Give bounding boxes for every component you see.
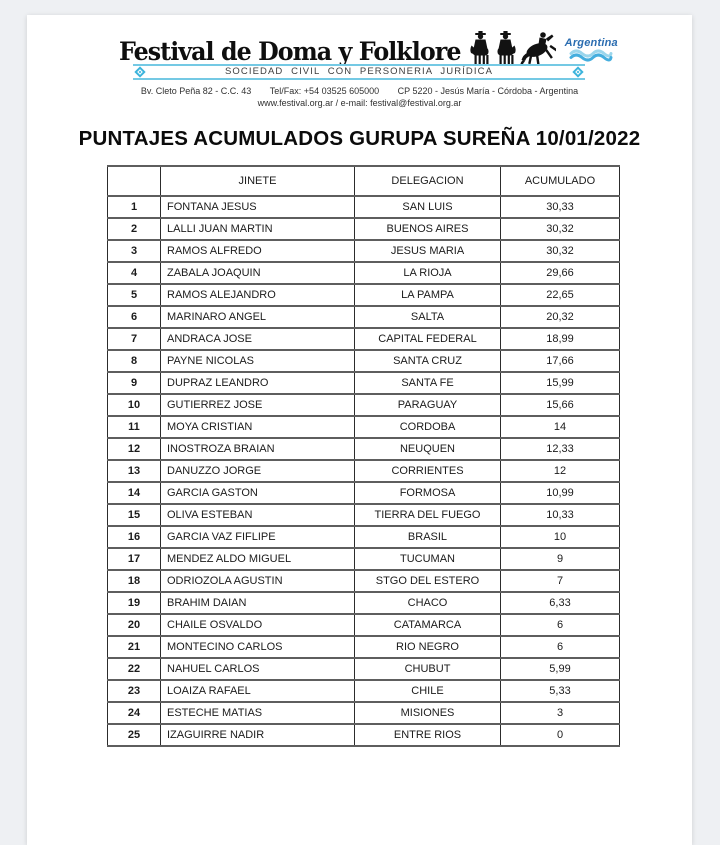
table-row — [108, 482, 620, 504]
table-row — [108, 724, 620, 746]
rider-cell: MENDEZ ALDO MIGUEL — [161, 548, 355, 570]
delegation-cell: PARAGUAY — [355, 394, 501, 416]
guard-diamonds-left-icon — [136, 68, 154, 76]
score-cell: 10,33 — [501, 504, 620, 526]
score-cell: 5,99 — [501, 658, 620, 680]
column-header-acumulado: ACUMULADO — [501, 166, 620, 196]
table-row — [108, 394, 620, 416]
delegation-cell: CATAMARCA — [355, 614, 501, 636]
rank-cell: 15 — [108, 504, 161, 526]
rider-cell: GARCIA GASTON — [161, 482, 355, 504]
rider-cell: DUPRAZ LEANDRO — [161, 372, 355, 394]
rider-cell: FONTANA JESUS — [161, 196, 355, 218]
rider-cell: CHAILE OSVALDO — [161, 614, 355, 636]
society-line: SOCIEDAD CIVIL CON PERSONERIA JURÍDICA — [224, 66, 494, 77]
rider-cell: INOSTROZA BRAIAN — [161, 438, 355, 460]
city-address: CP 5220 - Jesús María - Córdoba - Argentina — [397, 86, 579, 96]
society-band — [133, 64, 585, 80]
delegation-cell: SALTA — [355, 306, 501, 328]
rank-cell: 5 — [108, 284, 161, 306]
rank-cell: 12 — [108, 438, 161, 460]
table-row — [108, 372, 620, 394]
rider-cell: GUTIERREZ JOSE — [161, 394, 355, 416]
table-row — [108, 614, 620, 636]
table-row — [108, 658, 620, 680]
table-row — [108, 262, 620, 284]
delegation-cell: SAN LUIS — [355, 196, 501, 218]
score-cell: 6,33 — [501, 592, 620, 614]
rank-cell: 17 — [108, 548, 161, 570]
rider-cell: RAMOS ALFREDO — [161, 240, 355, 262]
score-cell: 12,33 — [501, 438, 620, 460]
score-cell: 15,66 — [501, 394, 620, 416]
delegation-cell: FORMOSA — [355, 482, 501, 504]
guard-diamonds-right-icon — [564, 68, 582, 76]
delegation-cell: CHACO — [355, 592, 501, 614]
delegation-cell: CAPITAL FEDERAL — [355, 328, 501, 350]
table-row — [108, 460, 620, 482]
delegation-cell: NEUQUEN — [355, 438, 501, 460]
delegation-cell: JESUS MARIA — [355, 240, 501, 262]
delegation-cell: ENTRE RIOS — [355, 724, 501, 746]
table-row — [108, 438, 620, 460]
delegation-cell: CORRIENTES — [355, 460, 501, 482]
rank-cell: 2 — [108, 218, 161, 240]
delegation-cell: STGO DEL ESTERO — [355, 570, 501, 592]
rider-cell: MONTECINO CARLOS — [161, 636, 355, 658]
score-cell: 30,33 — [501, 196, 620, 218]
rider-cell: ANDRACA JOSE — [161, 328, 355, 350]
rank-cell: 8 — [108, 350, 161, 372]
argentina-brand-logo — [565, 38, 618, 66]
delegation-cell: CHILE — [355, 680, 501, 702]
rider-cell: NAHUEL CARLOS — [161, 658, 355, 680]
rider-cell: MOYA CRISTIAN — [161, 416, 355, 438]
table-row — [108, 350, 620, 372]
table-row — [108, 504, 620, 526]
score-cell: 6 — [501, 636, 620, 658]
mounted-gauchos-icon — [470, 31, 516, 66]
score-cell: 3 — [501, 702, 620, 724]
rider-cell: LALLI JUAN MARTIN — [161, 218, 355, 240]
table-row — [108, 306, 620, 328]
rider-cell: ZABALA JOAQUIN — [161, 262, 355, 284]
delegation-cell: TIERRA DEL FUEGO — [355, 504, 501, 526]
table-row — [108, 416, 620, 438]
street-address: Bv. Cleto Peña 82 - C.C. 43 — [140, 86, 252, 96]
rider-cell: PAYNE NICOLAS — [161, 350, 355, 372]
telfax: Tel/Fax: +54 03525 605000 — [269, 86, 380, 96]
column-header-jinete: JINETE — [161, 166, 355, 196]
table-row — [108, 680, 620, 702]
rider-cell: BRAHIM DAIAN — [161, 592, 355, 614]
argentina-brand-label: Argentina — [564, 37, 618, 49]
score-cell: 5,33 — [501, 680, 620, 702]
web-email-line: www.festival.org.ar / e-mail: festival@festival.org.ar — [257, 98, 462, 108]
organization-name: Festival de Doma y Folklore — [119, 37, 461, 66]
delegation-cell: LA RIOJA — [355, 262, 501, 284]
score-cell: 17,66 — [501, 350, 620, 372]
page-title: PUNTAJES ACUMULADOS GURUPA SUREÑA 10/01/2022 — [78, 127, 641, 150]
score-cell: 9 — [501, 548, 620, 570]
delegation-cell: MISIONES — [355, 702, 501, 724]
table-row — [108, 196, 620, 218]
table-row — [108, 548, 620, 570]
rider-cell: LOAIZA RAFAEL — [161, 680, 355, 702]
rank-cell: 24 — [108, 702, 161, 724]
table-row — [108, 240, 620, 262]
score-cell: 30,32 — [501, 218, 620, 240]
rider-cell: ESTECHE MATIAS — [161, 702, 355, 724]
delegation-cell: CHUBUT — [355, 658, 501, 680]
column-header-delegacion: DELEGACION — [355, 166, 501, 196]
delegation-cell: RIO NEGRO — [355, 636, 501, 658]
rank-cell: 25 — [108, 724, 161, 746]
delegation-cell: BRASIL — [355, 526, 501, 548]
table-row — [108, 592, 620, 614]
rank-cell: 23 — [108, 680, 161, 702]
document-page — [27, 15, 692, 845]
delegation-cell: LA PAMPA — [355, 284, 501, 306]
score-cell: 20,32 — [501, 306, 620, 328]
delegation-cell: BUENOS AIRES — [355, 218, 501, 240]
table-row — [108, 526, 620, 548]
rank-cell: 9 — [108, 372, 161, 394]
table-row — [108, 636, 620, 658]
rank-cell: 19 — [108, 592, 161, 614]
rank-cell: 21 — [108, 636, 161, 658]
argentina-brand-swoosh-icon — [569, 49, 613, 62]
results-table-body — [108, 196, 620, 746]
table-row — [108, 284, 620, 306]
rider-cell: OLIVA ESTEBAN — [161, 504, 355, 526]
rank-cell: 10 — [108, 394, 161, 416]
score-cell: 10,99 — [501, 482, 620, 504]
table-row — [108, 570, 620, 592]
table-header-row — [108, 166, 620, 196]
rank-cell: 18 — [108, 570, 161, 592]
rider-cell: RAMOS ALEJANDRO — [161, 284, 355, 306]
score-cell: 29,66 — [501, 262, 620, 284]
rank-cell: 13 — [108, 460, 161, 482]
score-cell: 10 — [501, 526, 620, 548]
rider-cell: DANUZZO JORGE — [161, 460, 355, 482]
score-cell: 0 — [501, 724, 620, 746]
contact-line — [27, 86, 692, 96]
letterhead — [27, 31, 692, 66]
delegation-cell: SANTA FE — [355, 372, 501, 394]
score-cell: 15,99 — [501, 372, 620, 394]
column-header-pos — [108, 166, 161, 196]
rank-cell: 4 — [108, 262, 161, 284]
rank-cell: 7 — [108, 328, 161, 350]
rank-cell: 20 — [108, 614, 161, 636]
score-cell: 7 — [501, 570, 620, 592]
results-table — [107, 165, 620, 747]
score-cell: 12 — [501, 460, 620, 482]
table-row — [108, 328, 620, 350]
rank-cell: 22 — [108, 658, 161, 680]
rider-cell: ODRIOZOLA AGUSTIN — [161, 570, 355, 592]
delegation-cell: SANTA CRUZ — [355, 350, 501, 372]
score-cell: 18,99 — [501, 328, 620, 350]
delegation-cell: TUCUMAN — [355, 548, 501, 570]
rank-cell: 11 — [108, 416, 161, 438]
rank-cell: 16 — [108, 526, 161, 548]
rank-cell: 6 — [108, 306, 161, 328]
rider-cell: IZAGUIRRE NADIR — [161, 724, 355, 746]
table-row — [108, 702, 620, 724]
score-cell: 14 — [501, 416, 620, 438]
delegation-cell: CORDOBA — [355, 416, 501, 438]
bucking-horse-icon — [520, 31, 556, 66]
score-cell: 6 — [501, 614, 620, 636]
rank-cell: 3 — [108, 240, 161, 262]
rider-cell: MARINARO ANGEL — [161, 306, 355, 328]
letterhead-icons — [470, 31, 556, 66]
score-cell: 22,65 — [501, 284, 620, 306]
table-row — [108, 218, 620, 240]
rider-cell: GARCIA VAZ FIFLIPE — [161, 526, 355, 548]
rank-cell: 1 — [108, 196, 161, 218]
score-cell: 30,32 — [501, 240, 620, 262]
rank-cell: 14 — [108, 482, 161, 504]
